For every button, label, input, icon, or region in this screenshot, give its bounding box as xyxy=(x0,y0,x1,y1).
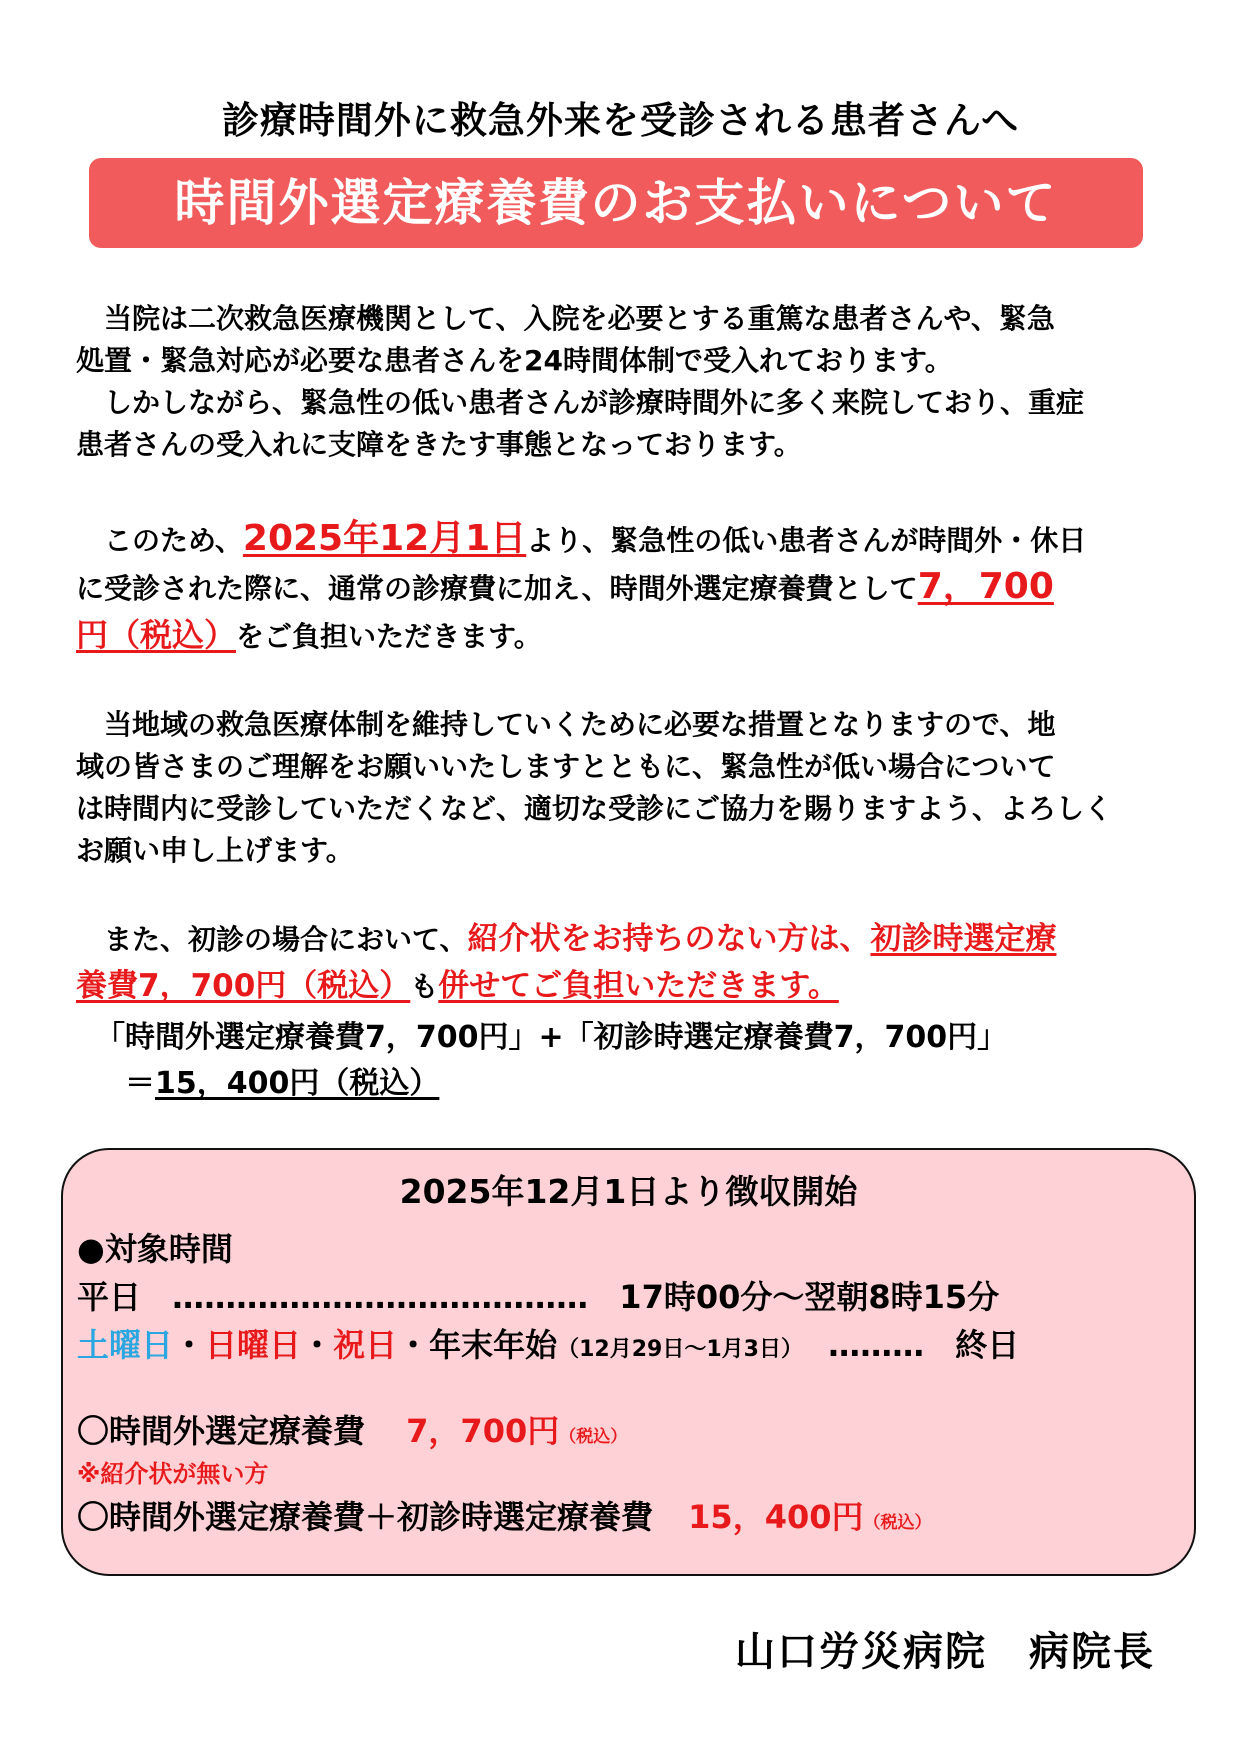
weekday-row xyxy=(77,1272,999,1318)
request-line-4: お願い申し上げます。 xyxy=(76,834,354,867)
fee2-tax: （税込） xyxy=(863,1513,932,1533)
fee1-amount: 7，700円 xyxy=(406,1412,560,1450)
referral-also-charged: 併せてご負担いただきます。 xyxy=(438,968,839,1004)
weekday-time: 17時00分～翌朝8時15分 xyxy=(619,1278,1000,1316)
paragraph-referral xyxy=(76,916,1166,1010)
fee-formula: 「時間外選定療養費7，700円」+「初診時選定療養費7，700円」 xyxy=(95,1020,1008,1055)
summary-box xyxy=(61,1148,1196,1576)
referral-no-letter: 紹介状をお持ちのない方は、 xyxy=(467,921,871,957)
fee2-amount: 15，400円 xyxy=(688,1498,864,1536)
start-date: 2025年12月1日 xyxy=(242,518,527,559)
referral-lead: また、初診の場合において、 xyxy=(76,923,468,956)
yearend-label: 年末年始 xyxy=(429,1326,558,1364)
separator: ・ xyxy=(397,1326,430,1364)
paragraph-intro xyxy=(76,298,1166,466)
separator: ・ xyxy=(173,1326,206,1364)
fee-notice-text-2: に受診された際に、通常の診療費に加え、時間外選定療養費として xyxy=(76,572,918,605)
paragraph-fee-notice xyxy=(76,516,1166,660)
fee-amount-unit: 円（税込） xyxy=(76,616,237,654)
subtitle: 診療時間外に救急外来を受診される患者さんへ xyxy=(221,99,1020,142)
referral-initial-fee-amount: 養費7，700円（税込） xyxy=(76,968,411,1004)
referral-connector: も xyxy=(410,970,439,1003)
intro-line-3: しかしながら、緊急性の低い患者さんが診療時間外に多く来院しており、重症 xyxy=(76,386,1085,419)
saturday-label: 土曜日 xyxy=(77,1326,174,1364)
fee-notice-lead: このため、 xyxy=(76,524,243,557)
referral-note: ※紹介状が無い方 xyxy=(77,1460,269,1488)
fee-notice-text-3: をご負担いただきます。 xyxy=(236,620,542,653)
allday-dots: ……… xyxy=(828,1326,925,1364)
fee1-row xyxy=(77,1406,627,1452)
intro-line-1: 当院は二次救急医療機関として、入院を必要とする重篤な患者さんや、緊急 xyxy=(76,302,1055,335)
fee-total-prefix: ＝ xyxy=(95,1066,155,1101)
fee-amount: 7，700 xyxy=(917,566,1054,607)
page-title: 時間外選定療養費のお支払いについて xyxy=(174,174,1058,232)
fee1-tax: （税込） xyxy=(559,1427,628,1447)
fee2-label: 〇時間外選定療養費＋初診時選定療養費 xyxy=(77,1498,654,1536)
holiday-row xyxy=(77,1320,1019,1366)
weekday-dots: ………………………………… xyxy=(172,1278,589,1316)
signature: 山口労災病院 病院長 xyxy=(735,1629,1155,1675)
holiday-label: 祝日 xyxy=(333,1326,398,1364)
summary-title: 2025年12月1日より徴収開始 xyxy=(399,1172,858,1211)
weekday-label: 平日 xyxy=(77,1278,142,1316)
fee-total-value: 15，400円（税込） xyxy=(155,1066,440,1101)
allday-label: 終日 xyxy=(955,1326,1020,1364)
fee-total xyxy=(95,1058,439,1102)
intro-line-2: 処置・緊急対応が必要な患者さんを24時間体制で受入れております。 xyxy=(76,344,953,377)
paragraph-request xyxy=(76,704,1166,872)
fee2-row xyxy=(77,1492,932,1538)
title-banner xyxy=(89,158,1143,248)
fee1-label: 〇時間外選定療養費 xyxy=(77,1412,366,1450)
request-line-2: 域の皆さまのご理解をお願いいたしますとともに、緊急性が低い場合について xyxy=(76,750,1056,783)
request-line-3: は時間内に受診していただくなど、適切な受診にご協力を賜りますよう、よろしく xyxy=(76,792,1113,825)
yearend-range: （12月29日～1月3日） xyxy=(557,1337,803,1362)
referral-initial-fee: 初診時選定療 xyxy=(870,921,1057,957)
sunday-label: 日曜日 xyxy=(205,1326,302,1364)
fee-notice-text-1: より、緊急性の低い患者さんが時間外・休日 xyxy=(526,524,1087,557)
separator: ・ xyxy=(301,1326,334,1364)
target-time-heading: ●対象時間 xyxy=(77,1230,233,1268)
intro-line-4: 患者さんの受入れに支障をきたす事態となっております。 xyxy=(76,428,802,461)
request-line-1: 当地域の救急医療体制を維持していくために必要な措置となりますので、地 xyxy=(76,708,1056,741)
